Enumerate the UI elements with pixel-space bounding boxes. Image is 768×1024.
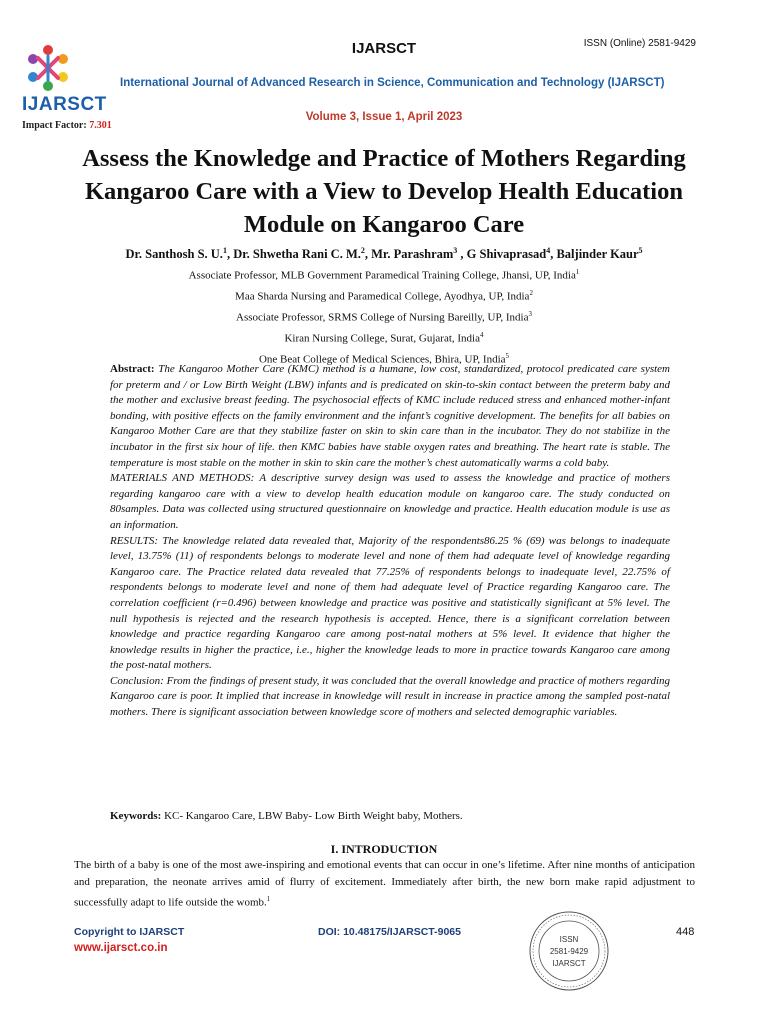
author-affiliation-marker: 3 [453,246,458,255]
affiliation-text: Maa Sharda Nursing and Paramedical College, Ayodhya, UP, India [235,290,530,303]
keywords-text: KC- Kangaroo Care, LBW Baby- Low Birth Weight baby, Mothers. [161,810,463,822]
affiliation-text: One Beat College of Medical Sciences, Bhira, UP, India [258,353,506,366]
author-list [40,246,728,262]
author-name: Baljinder Kaur [556,247,639,262]
abstract-conclusion: Conclusion: From the findings of present study, it was concluded that the overall knowledge and practice of mothers regarding Kangaroo care is poor. It implied that increase in knowledge will result in increase in practice among the sampled post-natal mothers. There is significant association between knowledge score of mothers and selected demographic variables. [110,674,670,719]
doi-link[interactable]: DOI: 10.48175/IJARSCT-9065 [318,926,461,938]
abstract-intro-text: The Kangaroo Mother Care (KMC) method is a humane, low cost, standardized, protocol predicated care system for preterm and / or Low Birth Weight (LBW) infants and is predicated on skin-to-skin contact between the preterm baby and the mother and exclusive breast feeding. The psychosocial effects of KMC include reduced stress and enhanced mother-infant bonding, with positive effects on the family environment and the infant’s cognitive development. The benefits for all babies on Kangaroo Mother Care are that they stabilize faster on skin to skin care than in the incubator. They do not stabilize in the incubator in the first six hour of life. then KMC babies have stable oxygen rates and breathing. The heart rate is stable. The temperature is most stable on the mother in skin to skin care the mother’s chest automatically warms a cold baby. [110,363,670,469]
abstract-results: RESULTS: The knowledge related data revealed that, Majority of the respondents86.25 % (69) was belongs to inadequate level, 13.75% (11) of respondents belongs to moderate level and none of them had adequate level of knowledge regarding Kangaroo care. The Practice related data revealed that 77.25% of respondents belongs to inadequate level, 22.75% of respondents belongs to moderate level and none of them had adequate level of Practice regarding Kangaroo care. The correlation coefficient (r=0.496) between knowledge and practice was positive and statistically significant at 5% level. The null hypothesis is rejected and the research hypothesis is accepted. Hence, there is a significant correlation between knowledge and practice regarding Kangaroo care among post-natal mothers at 5% level. It evidence that higher the knowledge results in higher the practice, i.e., higher the knowledge leads to more in practice towards Kangaroo care among the post-natal mothers. [110,534,670,672]
issn-seal [528,910,610,992]
author-separator: , [364,247,372,262]
seal-line-2: 2581-9429 [549,947,589,956]
journal-abbreviation: IJARSCT [351,40,417,57]
author-affiliation-marker: 1 [222,246,227,255]
affiliation-line [60,264,708,285]
author-name: Dr. Santhosh S. U. [125,247,223,262]
affiliation-list [60,264,708,369]
affiliation-marker: 2 [529,288,533,297]
author-name: Dr. Shwetha Rani C. M. [233,247,361,262]
issn-label: ISSN (Online) 2581-9429 [583,38,696,49]
author-separator: , [226,247,234,262]
abstract [110,362,670,721]
keywords [110,810,670,822]
affiliation-line [60,306,708,327]
paper-title: Assess the Knowledge and Practice of Mothers Regarding Kangaroo Care with a View to Develop Health Education Module on Kangaroo Care [82,145,686,238]
affiliation-marker: 3 [528,309,532,318]
affiliation-line [60,327,708,348]
author-separator: , [457,247,467,262]
affiliation-text: Kiran Nursing College, Surat, Gujarat, India [284,332,480,345]
journal-name: International Journal of Advanced Research in Science, Communication and Technology (IJARSCT) [120,77,665,89]
keywords-label: Keywords: [110,810,162,822]
affiliation-marker: 1 [575,268,580,276]
abstract-intro [110,362,670,471]
abstract-label: Abstract: [110,363,155,375]
page-number: 448 [676,926,695,938]
section-heading-introduction: I. INTRODUCTION [330,842,438,856]
affiliation-text: Associate Professor, MLB Government Paramedical Training College, Jhansi, UP, India [188,269,576,282]
abstract-methods: MATERIALS AND METHODS: A descriptive survey design was used to assess the knowledge and practice of mothers regarding kangaroo care with a view to develop health education module on kangaroo care. The study conducted on 80samples. Data was collected using structured questionnaire on knowledge and practice. Health education module is use as an information. [110,472,670,531]
author-affiliation-marker: 4 [546,246,551,255]
author-separator: , [550,247,557,262]
affiliation-line [60,285,708,306]
affiliation-marker: 5 [505,351,510,360]
seal-line-3: IJARSCT [552,959,586,968]
website-link[interactable]: www.ijarsct.co.in [74,942,168,954]
affiliation-text: Associate Professor, SRMS College of Nursing Bareilly, UP, India [236,311,529,324]
author-name: Mr. Parashram [371,247,454,262]
citation-marker: 1 [266,895,271,903]
seal-stamp-icon [528,910,610,992]
author-affiliation-marker: 5 [638,246,643,255]
impact-factor-value: 7.301 [89,120,112,131]
seal-line-1: ISSN [559,935,579,944]
author-affiliation-marker: 2 [360,246,365,255]
impact-factor-label: Impact Factor: [22,120,90,131]
affiliation-marker: 4 [480,330,484,339]
introduction-text: The birth of a baby is one of the most awe-inspiring and emotional events that can occur in one’s lifetime. After nine months of anticipation and preparation, the neonate arrives amid of flurry of excitement. Immediately after birth, the new born make rapid adjustment to successfully adapt to life outside the womb. [74,859,695,909]
volume-issue: Volume 3, Issue 1, April 2023 [305,111,463,123]
introduction-paragraph [74,857,695,912]
copyright-text: Copyright to IJARSCT [74,926,185,938]
author-name: G Shivaprasad [466,247,547,262]
logo-text: IJARSCT [22,94,107,115]
